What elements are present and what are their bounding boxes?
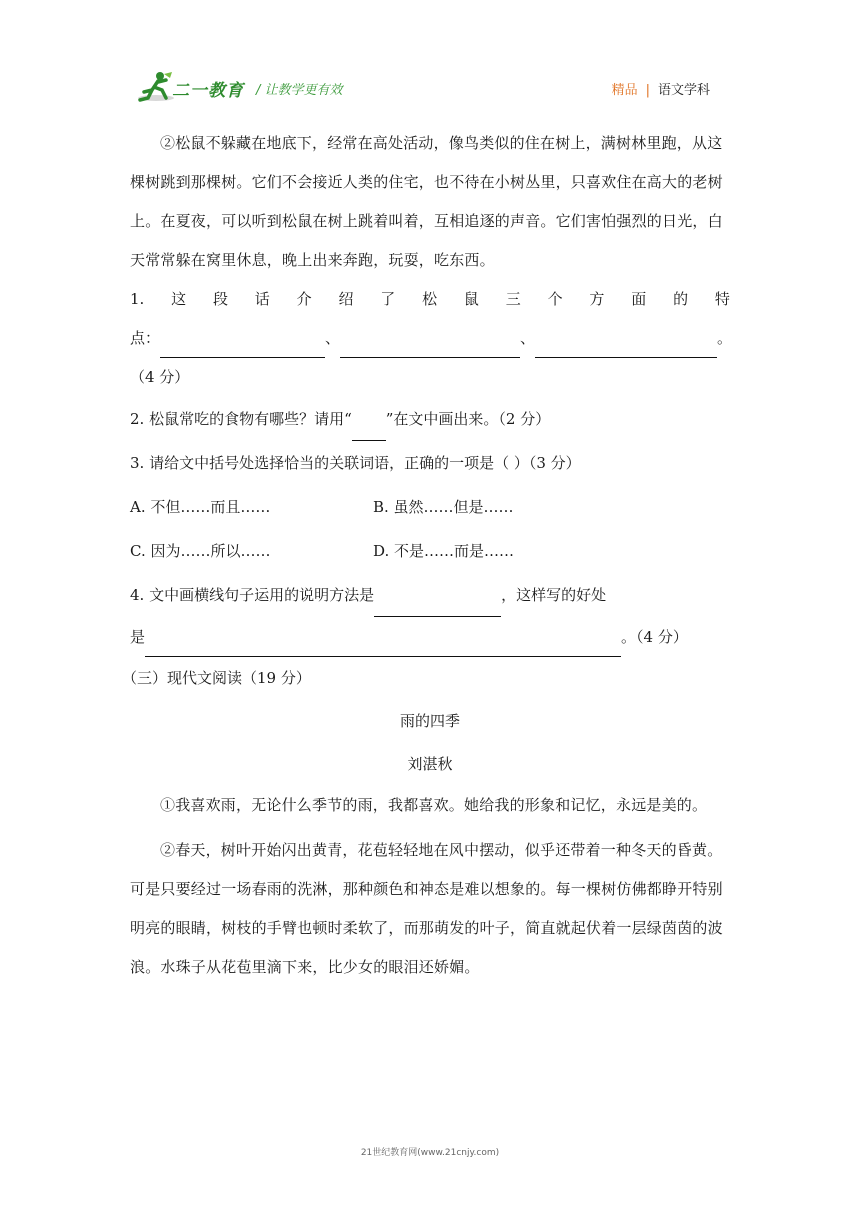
answer-blank-2[interactable]: [340, 340, 520, 358]
q1-char: 方: [589, 290, 605, 308]
premium-label: 精品: [611, 83, 638, 98]
option-d[interactable]: D. 不是……而是……: [373, 542, 515, 560]
section-heading: （三）现代文阅读（19 分）: [122, 669, 311, 687]
q1-prefix: 点：: [130, 329, 161, 347]
option-c[interactable]: C. 因为……所以……: [130, 542, 271, 560]
q2-text-end: ”在文中画出来。（2 分）: [385, 410, 551, 428]
q1-char: 鼠: [463, 290, 479, 308]
q1-separator: 、: [520, 329, 536, 347]
q1-char: 了: [380, 290, 396, 308]
q1-char: 介: [296, 290, 312, 308]
q4-score: 。（4 分）: [621, 628, 688, 646]
answer-blank-3[interactable]: [535, 340, 717, 358]
question-1-line-1: [130, 280, 730, 319]
question-1-score: （4 分）: [130, 368, 190, 386]
option-b[interactable]: B. 虽然……但是……: [373, 498, 514, 516]
page-header: [0, 0, 860, 110]
q1-char: 1.: [130, 290, 145, 308]
article-author: 刘湛秋: [407, 755, 453, 773]
brand-name: 二一教育: [172, 81, 244, 101]
q1-char: 段: [212, 290, 228, 308]
page-content: [122, 124, 733, 987]
subject-label: 语文学科: [657, 83, 710, 98]
option-a[interactable]: A. 不但……而且……: [130, 498, 271, 516]
question-4-line-2: [130, 617, 730, 657]
q1-char: 三: [505, 290, 521, 308]
q1-separator: 、: [325, 329, 341, 347]
passage-paragraph-2: ②松鼠不躲藏在地底下，经常在高处活动，像鸟类似的住在树上，满树林里跑，从这棵树跳到那棵树。它们不会接近人类的住宅，也不待在小树丛里，只喜欢住在高大的老树上。在夏夜，可以听到松鼠在树上跳着叫着，互相追逐的声音。它们害怕强烈的日光，白天常常躲在窝里休息，晚上出来奔跑，玩耍，吃东西。: [130, 134, 723, 269]
q4-prefix: 是: [130, 628, 146, 646]
question-4-line-1: [130, 573, 730, 617]
q1-char: 松: [422, 290, 438, 308]
q1-char: 面: [631, 290, 647, 308]
header-subject: [612, 79, 710, 98]
article-paragraph-2: ②春天，树叶开始闪出黄青，花苞轻轻地在风中摆动，似乎还带着一种冬天的昏黄。可是只要经过一场春雨的洗淋，那种颜色和神态是难以想象的。每一棵树仿佛都睁开特别明亮的眼睛，树枝的手臂也顿时柔软了，而那萌发的叶子，简直就起伏着一层绿茵茵的波浪。水珠子从花苞里滴下来，比少女的眼泪还娇媚。: [130, 841, 723, 976]
q4-text-end: ，这样写的好处: [501, 586, 607, 604]
question-1-line-2: [130, 319, 733, 358]
q4-text: 4. 文中画横线句子运用的说明方法是: [130, 586, 375, 604]
q1-char: 特: [714, 290, 730, 308]
page-footer: 21世纪教育网(www.21cnjy.com): [360, 1148, 500, 1158]
article-title: 雨的四季: [399, 712, 460, 730]
question-3: 3. 请给文中括号处选择恰当的关联词语，正确的一项是（ ）（3 分）: [130, 454, 581, 472]
question-3-options-row-1: [130, 485, 730, 529]
answer-blank-1[interactable]: [160, 340, 325, 358]
answer-blank-q2[interactable]: [352, 423, 386, 441]
q1-char: 绍: [338, 290, 354, 308]
slogan: / 让教学更有效: [256, 83, 343, 98]
header-separator: |: [645, 83, 650, 98]
q1-end: 。: [717, 329, 733, 347]
question-3-options-row-2: [130, 529, 730, 573]
q1-char: 话: [254, 290, 270, 308]
question-2: [130, 397, 730, 441]
article-paragraph-1: ①我喜欢雨，无论什么季节的雨，我都喜欢。她给我的形象和记忆，永远是美的。: [160, 796, 708, 814]
q1-char: 个: [547, 290, 563, 308]
answer-blank-q4-2[interactable]: [145, 639, 621, 657]
q1-char: 的: [673, 290, 689, 308]
answer-blank-q4-1[interactable]: [374, 599, 501, 617]
q1-char: 这: [171, 290, 187, 308]
q2-text: 2. 松鼠常吃的食物有哪些？请用“: [130, 410, 352, 428]
